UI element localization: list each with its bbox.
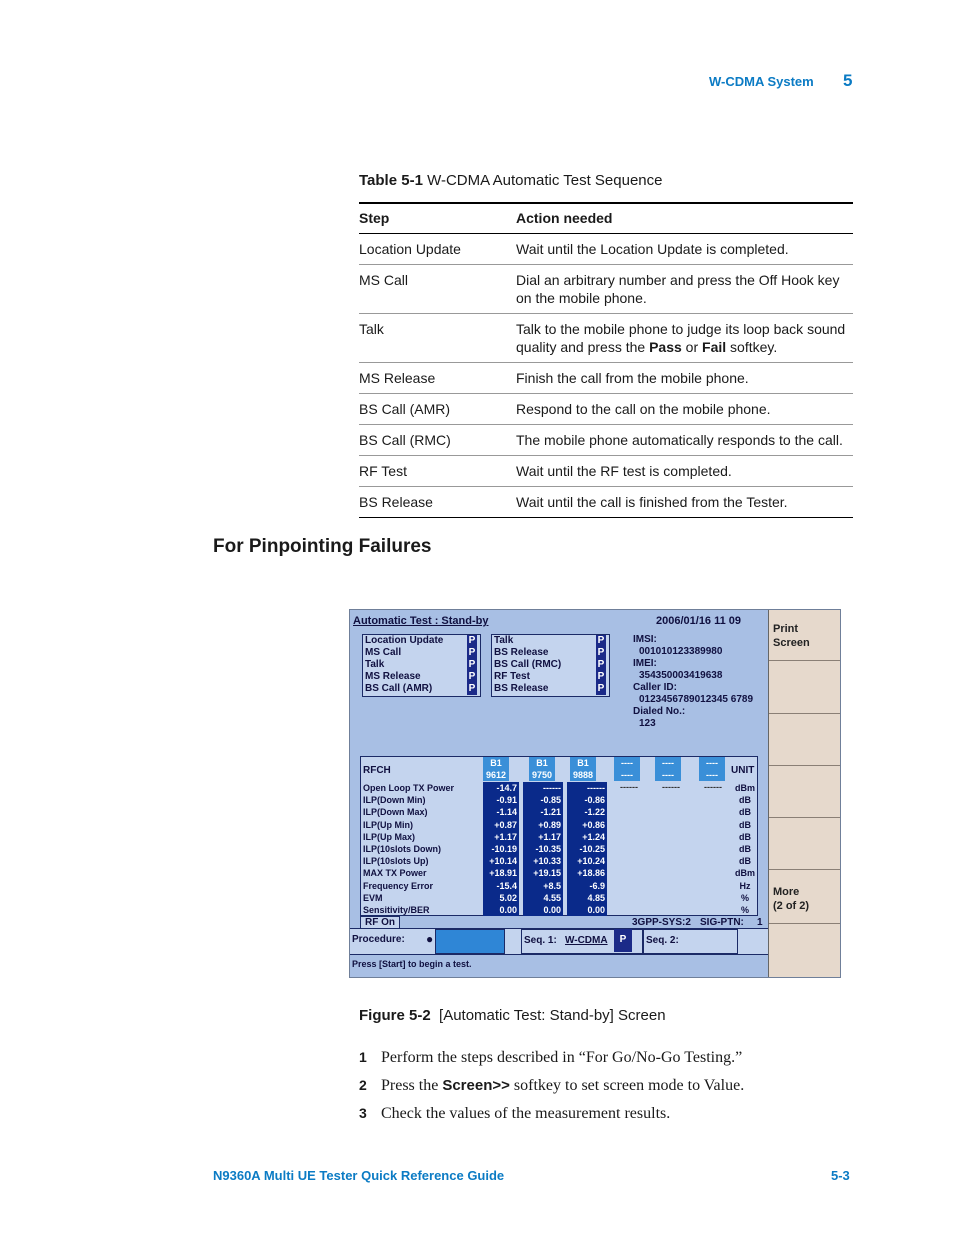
value-cell: +19.15 — [533, 868, 561, 879]
test-sequence-table — [359, 202, 853, 518]
value-cell: +0.89 — [538, 819, 561, 830]
pass-key: Pass — [649, 339, 682, 355]
blank-softkey[interactable] — [769, 819, 841, 870]
page-number: 5-3 — [831, 1168, 850, 1183]
caller-id-label: Caller ID: — [633, 682, 677, 693]
value-cell: -10.19 — [491, 843, 517, 854]
seq1-value: W-CDMA — [565, 935, 608, 946]
row-label: Open Loop TX Power — [363, 783, 455, 793]
row-label: ILP(Up Min) — [363, 819, 413, 830]
seq1-label: Seq. 1: — [524, 935, 557, 946]
channel-header — [699, 757, 725, 781]
row-label: MAX TX Power — [363, 868, 427, 879]
channel: 9888 — [572, 770, 594, 780]
sys-info: 3GPP-SYS:2 — [632, 917, 691, 928]
value-cell: -14.7 — [496, 783, 517, 793]
column-header-step: Step — [359, 203, 516, 234]
row-label: ILP(10slots Up) — [363, 856, 429, 867]
channel-header — [614, 757, 640, 781]
unit-cell: dBm — [735, 868, 755, 879]
unit-cell: dB — [739, 843, 751, 854]
list-item: MS Call — [365, 647, 402, 658]
value-cell: -10.25 — [579, 843, 605, 854]
value-cell: -0.85 — [540, 795, 561, 806]
value-cell: 0.00 — [587, 904, 605, 915]
value-cell: +1.17 — [494, 831, 517, 842]
procedure-label: Procedure: — [352, 934, 405, 945]
value-cell: -10.35 — [535, 843, 561, 854]
list-item: Talk — [365, 659, 385, 670]
channel-4-empty: ------ — [620, 782, 638, 792]
step-text: Press the — [381, 1077, 443, 1094]
unit-cell: % — [740, 892, 749, 903]
table-row — [359, 363, 853, 394]
pass-mark: P — [597, 635, 605, 646]
unit-header: UNIT — [731, 765, 755, 776]
unit-cell: Hz — [739, 880, 751, 891]
figure-caption-text: [Automatic Test: Stand-by] Screen — [439, 1007, 666, 1024]
action-cell: Dial an arbitrary number and press the Off Hook key on the mobile phone. — [516, 265, 853, 314]
imei-label: IMEI: — [633, 658, 657, 669]
procedure-steps — [359, 1045, 744, 1129]
row-label: EVM — [363, 892, 383, 903]
value-cell: -6.9 — [589, 880, 605, 891]
rf-on-indicator: RF On — [360, 916, 400, 929]
status-message: Press [Start] to begin a test. — [352, 959, 472, 969]
table-caption — [359, 172, 662, 189]
row-label: ILP(Up Max) — [363, 831, 416, 842]
value-cell: ------ — [543, 783, 561, 793]
channel-header — [529, 757, 555, 781]
table-row — [359, 394, 853, 425]
blank-softkey[interactable] — [769, 715, 841, 766]
value-cell: ------ — [587, 783, 605, 793]
value-cell: -1.21 — [540, 807, 561, 818]
table-row — [359, 425, 853, 456]
action-text: softkey. — [726, 339, 778, 355]
section-title: For Pinpointing Failures — [213, 536, 432, 557]
list-item: MS Release — [365, 671, 421, 682]
unit-cell: dB — [739, 831, 751, 842]
unit-cell: dB — [739, 856, 751, 867]
rfch-label: RFCH — [363, 765, 391, 776]
sequence-list-1 — [362, 634, 481, 697]
measurement-row-labels — [363, 782, 454, 916]
value-cell: +0.86 — [582, 819, 605, 830]
pass-column-1 — [467, 635, 477, 695]
band: B1 — [577, 758, 589, 768]
value-cell: -1.14 — [496, 807, 517, 818]
step-cell: BS Call (RMC) — [359, 425, 516, 456]
row-label: ILP(10slots Down) — [363, 843, 442, 854]
step-cell: Talk — [359, 314, 516, 363]
row-label: Frequency Error — [363, 880, 434, 891]
ue-info — [633, 634, 753, 730]
list-item — [359, 1073, 744, 1101]
value-cell: +1.24 — [582, 831, 605, 842]
step-number: 2 — [359, 1077, 367, 1093]
screen-key: Screen>> — [442, 1077, 510, 1094]
action-cell: Finish the call from the mobile phone. — [516, 363, 853, 394]
band: ---- — [621, 758, 633, 768]
imsi-label: IMSI: — [633, 634, 657, 645]
channel-header — [570, 757, 596, 781]
imei-value: 354350003419638 — [639, 670, 723, 681]
procedure-dot-icon: ● — [426, 932, 434, 946]
table-row — [359, 234, 853, 265]
step-cell: BS Call (AMR) — [359, 394, 516, 425]
value-cell: 5.02 — [499, 892, 517, 903]
column-header-action: Action needed — [516, 203, 853, 234]
fail-key: Fail — [702, 339, 727, 355]
channel-5-empty: ------ — [662, 782, 680, 792]
step-cell: MS Release — [359, 363, 516, 394]
value-cell: 0.00 — [499, 904, 517, 915]
figure-caption-label: Figure 5-2 — [359, 1007, 431, 1024]
list-item: RF Test — [494, 671, 530, 682]
value-cell: -15.4 — [496, 880, 517, 891]
step-cell: BS Release — [359, 487, 516, 518]
channel: ---- — [621, 770, 633, 780]
table-row — [359, 487, 853, 518]
value-cell: +1.17 — [538, 831, 561, 842]
unit-column — [733, 782, 757, 916]
softkey-label: Screen — [773, 637, 810, 649]
value-cell: -0.86 — [584, 795, 605, 806]
action-text: or — [681, 339, 703, 355]
pass-mark: P — [468, 647, 476, 658]
seq1-pass-mark: P — [614, 929, 632, 952]
band: B1 — [536, 758, 548, 768]
step-text: softkey to set screen mode to Value. — [509, 1077, 745, 1094]
more-softkey[interactable] — [769, 871, 841, 924]
channel-header — [655, 757, 681, 781]
value-cell: +18.91 — [489, 868, 517, 879]
action-cell: The mobile phone automatically responds to the call. — [516, 425, 853, 456]
sequence-list-2 — [491, 634, 610, 697]
value-cell: 4.55 — [543, 892, 561, 903]
action-cell: Wait until the Location Update is completed. — [516, 234, 853, 265]
pass-mark: P — [468, 671, 476, 682]
softkey-label: (2 of 2) — [773, 900, 810, 912]
pass-mark: P — [597, 671, 605, 682]
unit-cell: dB — [739, 795, 751, 806]
running-header-chapter: 5 — [843, 71, 853, 90]
channel-2-values — [523, 782, 563, 916]
screen-datetime: 2006/01/16 11 09 — [656, 615, 742, 627]
list-item: Location Update — [365, 635, 444, 646]
table-row — [359, 314, 853, 363]
measurement-table — [360, 756, 758, 916]
band: ---- — [706, 758, 718, 768]
value-cell: +10.33 — [533, 856, 561, 867]
blank-softkey[interactable] — [769, 663, 841, 714]
running-header-section: W-CDMA System — [709, 74, 814, 89]
list-item: BS Release — [494, 647, 549, 658]
channel: 9750 — [531, 770, 553, 780]
channel: 9612 — [485, 770, 507, 780]
action-cell: Wait until the call is finished from the Tester. — [516, 487, 853, 518]
caller-id-value: 0123456789012345 6789 — [639, 694, 754, 705]
pass-mark: P — [468, 659, 476, 670]
pass-mark: P — [597, 647, 605, 658]
step-cell: MS Call — [359, 265, 516, 314]
unit-cell: dB — [739, 807, 751, 818]
channel-header — [483, 757, 509, 781]
band: ---- — [662, 758, 674, 768]
list-item: BS Call (RMC) — [494, 659, 562, 670]
dialed-value: 123 — [639, 718, 656, 729]
pass-column-2 — [596, 635, 606, 695]
value-cell: +8.5 — [543, 880, 561, 891]
blank-softkey[interactable] — [769, 767, 841, 818]
value-cell: -0.91 — [496, 795, 517, 806]
action-cell: Respond to the call on the mobile phone. — [516, 394, 853, 425]
softkey-panel — [768, 610, 841, 977]
band: B1 — [490, 758, 502, 768]
dialed-label: Dialed No.: — [633, 706, 686, 717]
softkey-label: More — [773, 886, 800, 898]
list-item: Talk — [494, 635, 514, 646]
step-number: 3 — [359, 1105, 367, 1121]
sig-ptn-value: 1 — [757, 917, 763, 928]
pass-mark: P — [597, 659, 605, 670]
channel-3-values — [567, 782, 607, 916]
step-cell: RF Test — [359, 456, 516, 487]
procedure-progress — [435, 929, 505, 954]
list-item: BS Call (AMR) — [365, 683, 433, 694]
seq2-label: Seq. 2: — [646, 935, 679, 946]
value-cell: 4.85 — [587, 892, 605, 903]
channel-1-values — [483, 782, 519, 916]
value-cell: +0.87 — [494, 819, 517, 830]
action-text: Talk to the mobile phone to judge its loop back sound quality and press the — [516, 321, 846, 355]
table-row — [359, 265, 853, 314]
unit-cell: dB — [739, 819, 751, 830]
list-item: BS Release — [494, 683, 549, 694]
value-cell: +10.24 — [577, 856, 605, 867]
action-cell — [516, 314, 853, 363]
channel: ---- — [706, 770, 718, 780]
softkey-label: Print — [773, 623, 799, 635]
pass-mark: P — [468, 635, 476, 646]
step-number: 1 — [359, 1049, 367, 1065]
value-cell: +18.86 — [577, 868, 605, 879]
table-caption-text: W-CDMA Automatic Test Sequence — [427, 172, 663, 189]
table-row — [359, 456, 853, 487]
sig-ptn-label: SIG-PTN: — [700, 917, 744, 928]
pass-mark: P — [468, 683, 476, 694]
footer-title: N9360A Multi UE Tester Quick Reference Guide — [213, 1168, 505, 1183]
step-cell: Location Update — [359, 234, 516, 265]
pass-mark: P — [597, 683, 605, 694]
value-cell: 0.00 — [543, 904, 561, 915]
list-item — [359, 1101, 744, 1129]
row-label: ILP(Down Min) — [363, 795, 426, 806]
value-cell: -1.22 — [584, 807, 605, 818]
row-label: ILP(Down Max) — [363, 807, 428, 818]
step-text: Check the values of the measurement results. — [381, 1105, 671, 1122]
figure-caption — [359, 1007, 666, 1024]
row-label: Sensitivity/BER — [363, 904, 430, 915]
action-cell: Wait until the RF test is completed. — [516, 456, 853, 487]
blank-softkey[interactable] — [769, 925, 841, 976]
table-caption-label: Table 5-1 — [359, 172, 423, 189]
imsi-value: 001010123389980 — [639, 646, 723, 657]
unit-cell: % — [740, 904, 749, 915]
value-cell: +10.14 — [489, 856, 517, 867]
instrument-screenshot — [349, 609, 841, 978]
step-text: Perform the steps described in “For Go/No-Go Testing.” — [381, 1049, 743, 1066]
channel: ---- — [662, 770, 674, 780]
channel-6-empty: ------ — [704, 782, 722, 792]
list-item — [359, 1045, 744, 1073]
screen-title: Automatic Test : Stand-by — [353, 615, 489, 627]
unit-cell: dBm — [735, 783, 755, 793]
print-screen-softkey[interactable] — [769, 610, 841, 661]
